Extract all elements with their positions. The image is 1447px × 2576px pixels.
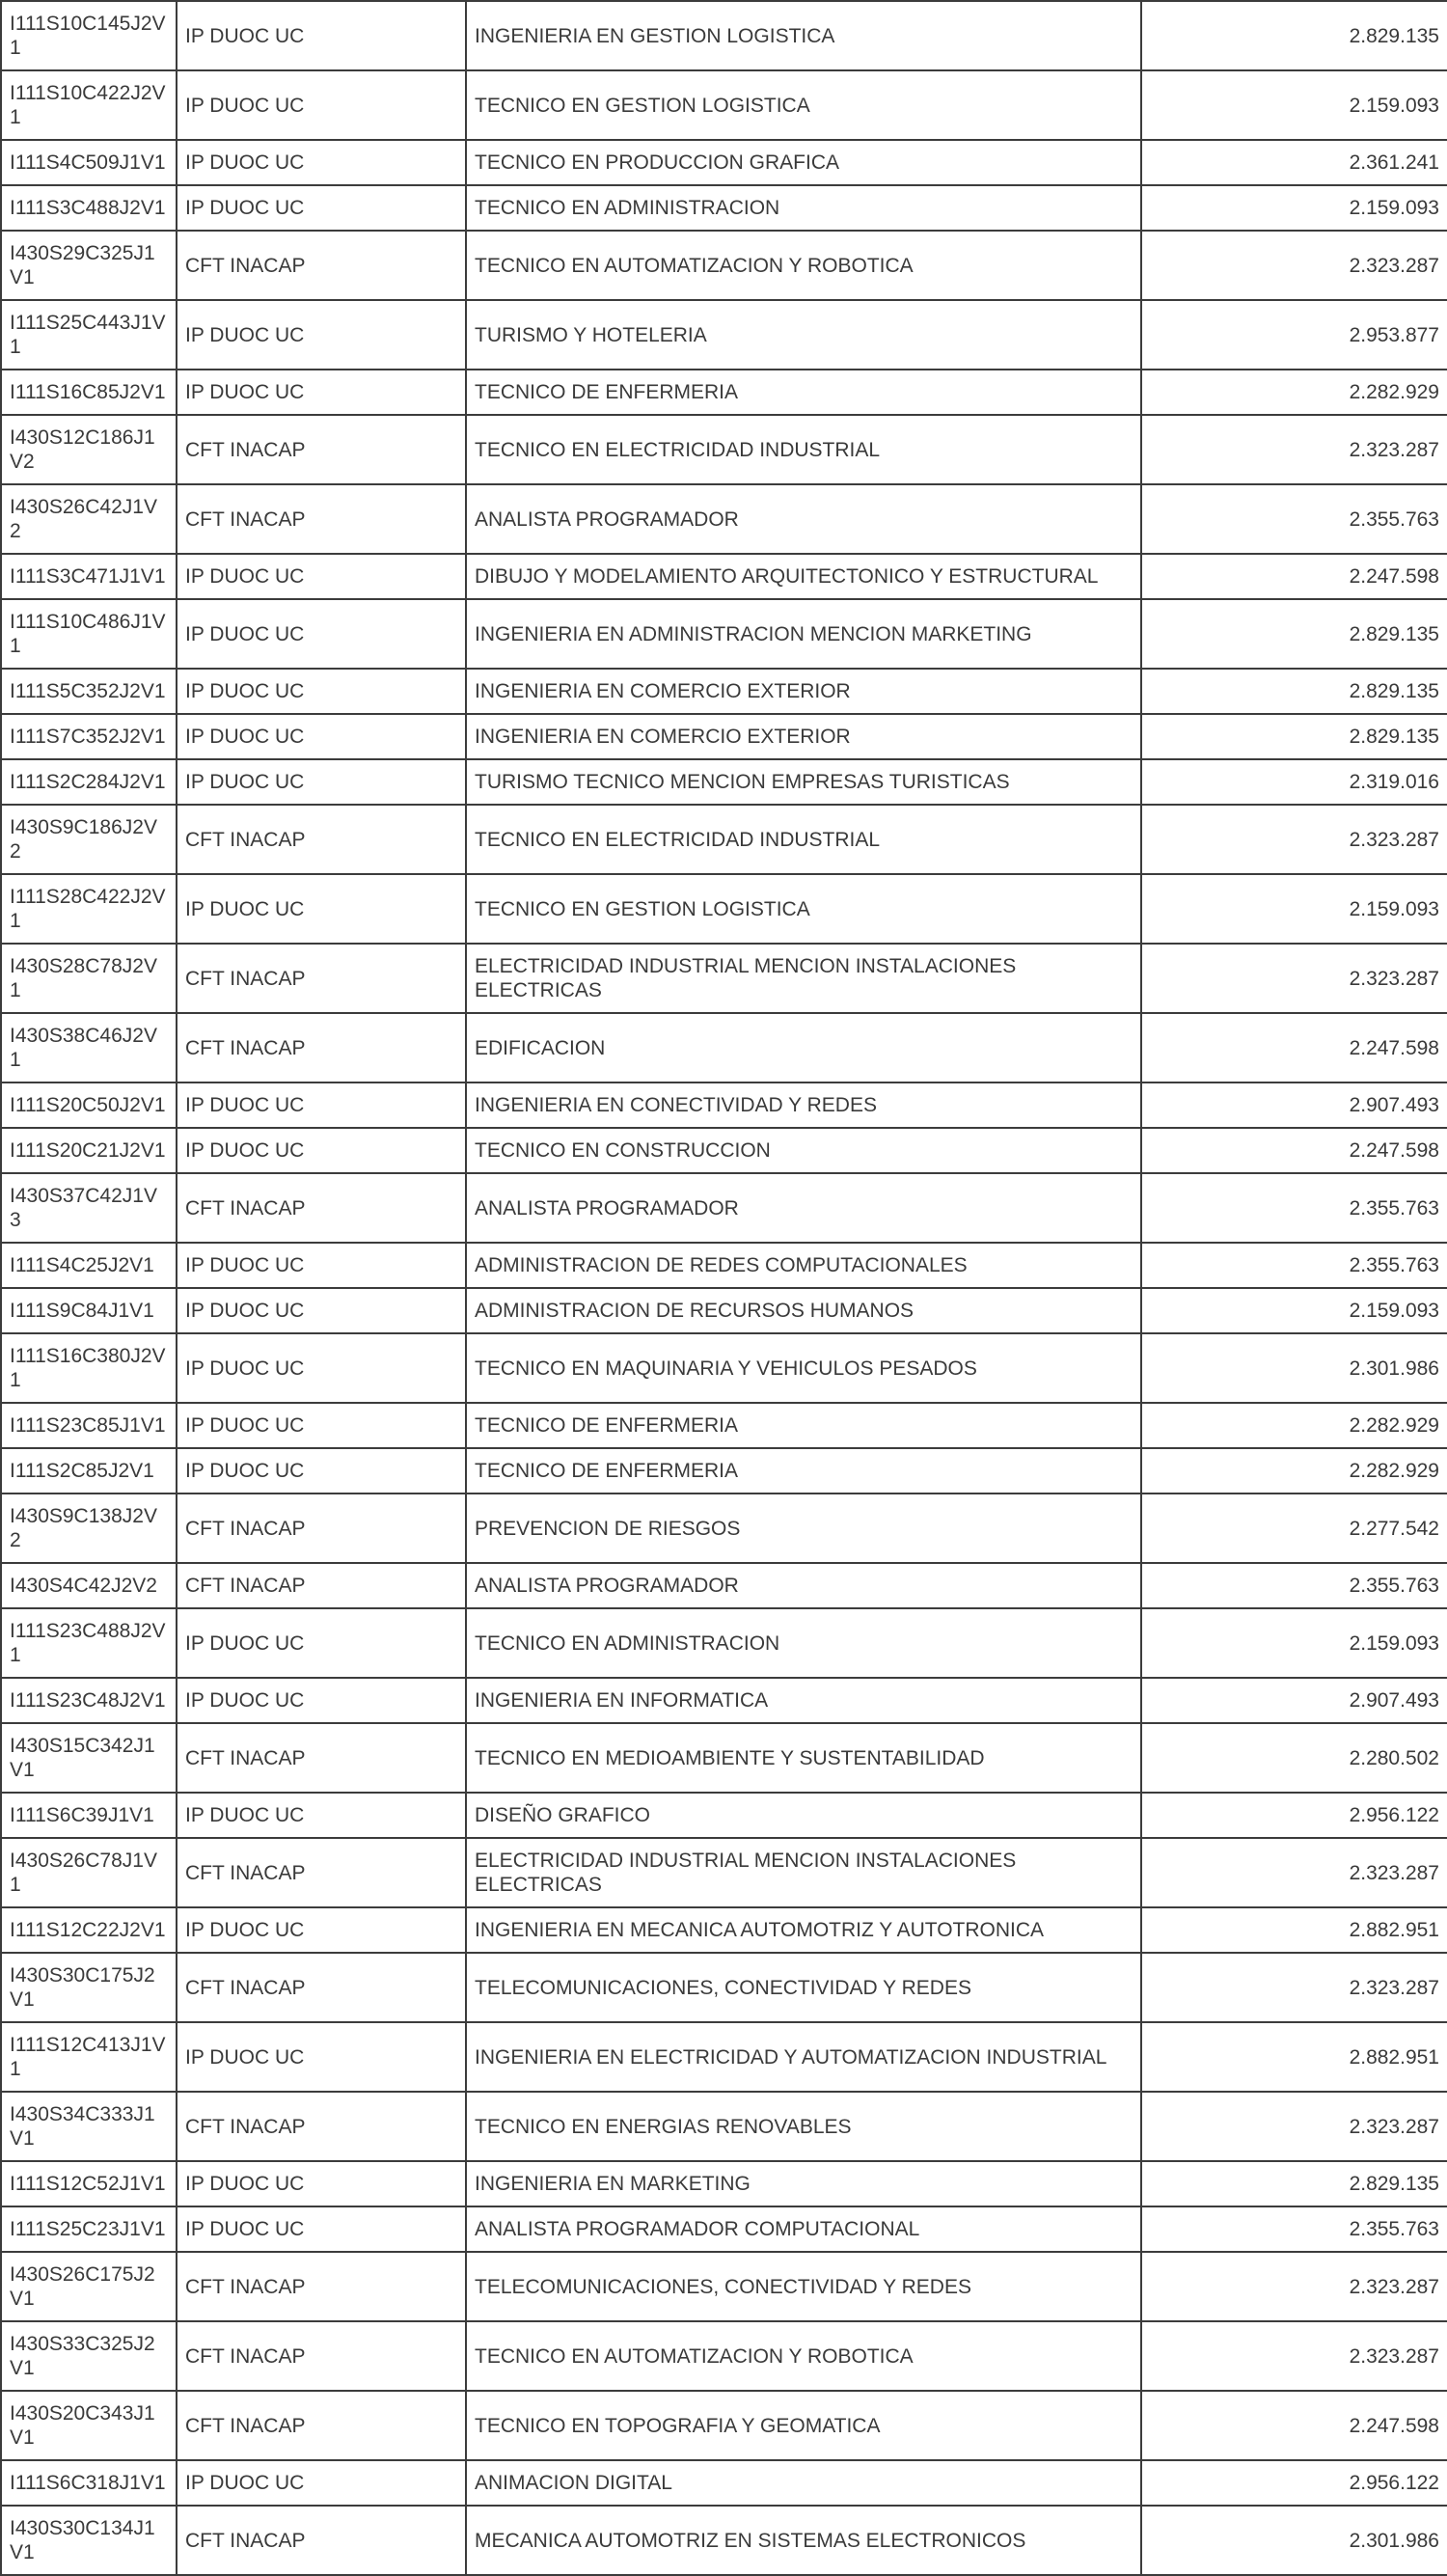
institution-cell: CFT INACAP (177, 944, 466, 1013)
annual-value-cell: 2.829.135 (1141, 2161, 1447, 2206)
annual-value-cell: 2.953.877 (1141, 300, 1447, 370)
program-code-cell: I430S4C42J2V2 (1, 1563, 177, 1608)
annual-value-cell: 2.355.763 (1141, 1173, 1447, 1243)
program-code-cell: I430S34C333J1V1 (1, 2092, 177, 2161)
institution-cell: IP DUOC UC (177, 370, 466, 415)
institution-cell: IP DUOC UC (177, 599, 466, 669)
program-name-cell: TECNICO EN ENERGIAS RENOVABLES (466, 2092, 1141, 2161)
table-row (1, 1838, 1447, 1907)
program-name-cell: TECNICO EN AUTOMATIZACION Y ROBOTICA (466, 2321, 1141, 2391)
annual-value-cell: 2.247.598 (1141, 1013, 1447, 1082)
program-code-cell: I430S33C325J2V1 (1, 2321, 177, 2391)
table-row (1, 944, 1447, 1013)
program-name-cell: ADMINISTRACION DE REDES COMPUTACIONALES (466, 1243, 1141, 1288)
table-row (1, 2092, 1447, 2161)
program-name-cell: TECNICO EN MAQUINARIA Y VEHICULOS PESADOS (466, 1333, 1141, 1403)
institution-cell: CFT INACAP (177, 1838, 466, 1907)
annual-value-cell: 2.355.763 (1141, 2206, 1447, 2252)
annual-value-cell: 2.361.241 (1141, 140, 1447, 185)
annual-value-cell: 2.323.287 (1141, 2252, 1447, 2321)
program-name-cell: TURISMO TECNICO MENCION EMPRESAS TURISTICAS (466, 759, 1141, 805)
program-code-cell: I430S28C78J2V1 (1, 944, 177, 1013)
table-row (1, 874, 1447, 944)
program-name-cell: TURISMO Y HOTELERIA (466, 300, 1141, 370)
institution-cell: IP DUOC UC (177, 759, 466, 805)
program-name-cell: INGENIERIA EN COMERCIO EXTERIOR (466, 669, 1141, 714)
program-fee-table-body (1, 1, 1447, 2575)
table-row (1, 370, 1447, 415)
table-row (1, 669, 1447, 714)
institution-cell: IP DUOC UC (177, 554, 466, 599)
program-name-cell: DIBUJO Y MODELAMIENTO ARQUITECTONICO Y ESTRUCTURAL (466, 554, 1141, 599)
table-row (1, 2252, 1447, 2321)
program-code-cell: I430S30C175J2V1 (1, 1953, 177, 2022)
institution-cell: IP DUOC UC (177, 2022, 466, 2092)
table-row (1, 2161, 1447, 2206)
program-code-cell: I111S23C48J2V1 (1, 1678, 177, 1723)
annual-value-cell: 2.829.135 (1141, 669, 1447, 714)
program-name-cell: INGENIERIA EN INFORMATICA (466, 1678, 1141, 1723)
program-name-cell: TECNICO EN GESTION LOGISTICA (466, 874, 1141, 944)
institution-cell: IP DUOC UC (177, 2206, 466, 2252)
annual-value-cell: 2.829.135 (1141, 599, 1447, 669)
program-name-cell: TECNICO DE ENFERMERIA (466, 1448, 1141, 1494)
program-name-cell: ANALISTA PROGRAMADOR COMPUTACIONAL (466, 2206, 1141, 2252)
table-row (1, 1082, 1447, 1128)
program-code-cell: I111S7C352J2V1 (1, 714, 177, 759)
table-row (1, 1723, 1447, 1793)
program-code-cell: I111S2C284J2V1 (1, 759, 177, 805)
annual-value-cell: 2.323.287 (1141, 1953, 1447, 2022)
institution-cell: CFT INACAP (177, 2092, 466, 2161)
program-name-cell: ANALISTA PROGRAMADOR (466, 484, 1141, 554)
annual-value-cell: 2.323.287 (1141, 2092, 1447, 2161)
institution-cell: CFT INACAP (177, 1953, 466, 2022)
table-row (1, 70, 1447, 140)
program-code-cell: I430S26C175J2V1 (1, 2252, 177, 2321)
annual-value-cell: 2.829.135 (1141, 1, 1447, 70)
institution-cell: IP DUOC UC (177, 300, 466, 370)
table-row (1, 1563, 1447, 1608)
institution-cell: CFT INACAP (177, 2506, 466, 2575)
program-name-cell: TECNICO EN PRODUCCION GRAFICA (466, 140, 1141, 185)
annual-value-cell: 2.277.542 (1141, 1494, 1447, 1563)
program-code-cell: I430S38C46J2V1 (1, 1013, 177, 1082)
table-row (1, 1448, 1447, 1494)
table-row (1, 185, 1447, 231)
program-name-cell: TECNICO EN CONSTRUCCION (466, 1128, 1141, 1173)
table-row (1, 1608, 1447, 1678)
program-name-cell: MECANICA AUTOMOTRIZ EN SISTEMAS ELECTRONICOS (466, 2506, 1141, 2575)
table-row (1, 484, 1447, 554)
program-name-cell: INGENIERIA EN MARKETING (466, 2161, 1141, 2206)
table-row (1, 1793, 1447, 1838)
institution-cell: IP DUOC UC (177, 1, 466, 70)
program-code-cell: I111S3C488J2V1 (1, 185, 177, 231)
program-code-cell: I111S3C471J1V1 (1, 554, 177, 599)
annual-value-cell: 2.323.287 (1141, 231, 1447, 300)
institution-cell: IP DUOC UC (177, 1128, 466, 1173)
institution-cell: IP DUOC UC (177, 2460, 466, 2506)
program-code-cell: I111S20C21J2V1 (1, 1128, 177, 1173)
program-name-cell: ANIMACION DIGITAL (466, 2460, 1141, 2506)
program-name-cell: ANALISTA PROGRAMADOR (466, 1173, 1141, 1243)
annual-value-cell: 2.319.016 (1141, 759, 1447, 805)
program-code-cell: I111S5C352J2V1 (1, 669, 177, 714)
program-name-cell: INGENIERIA EN COMERCIO EXTERIOR (466, 714, 1141, 759)
annual-value-cell: 2.159.093 (1141, 185, 1447, 231)
annual-value-cell: 2.247.598 (1141, 1128, 1447, 1173)
table-row (1, 1678, 1447, 1723)
program-code-cell: I430S15C342J1V1 (1, 1723, 177, 1793)
annual-value-cell: 2.159.093 (1141, 1288, 1447, 1333)
program-code-cell: I111S10C486J1V1 (1, 599, 177, 669)
institution-cell: IP DUOC UC (177, 1333, 466, 1403)
program-code-cell: I111S20C50J2V1 (1, 1082, 177, 1128)
program-code-cell: I430S26C78J1V1 (1, 1838, 177, 1907)
program-code-cell: I111S10C145J2V1 (1, 1, 177, 70)
annual-value-cell: 2.882.951 (1141, 2022, 1447, 2092)
annual-value-cell: 2.247.598 (1141, 2391, 1447, 2460)
program-code-cell: I111S6C318J1V1 (1, 2460, 177, 2506)
program-code-cell: I111S12C52J1V1 (1, 2161, 177, 2206)
program-name-cell: TECNICO DE ENFERMERIA (466, 1403, 1141, 1448)
program-code-cell: I430S29C325J1V1 (1, 231, 177, 300)
program-name-cell: INGENIERIA EN GESTION LOGISTICA (466, 1, 1141, 70)
annual-value-cell: 2.282.929 (1141, 1448, 1447, 1494)
program-code-cell: I111S9C84J1V1 (1, 1288, 177, 1333)
institution-cell: IP DUOC UC (177, 1907, 466, 1953)
program-name-cell: ELECTRICIDAD INDUSTRIAL MENCION INSTALACIONES ELECTRICAS (466, 1838, 1141, 1907)
table-row (1, 1, 1447, 70)
program-name-cell: INGENIERIA EN CONECTIVIDAD Y REDES (466, 1082, 1141, 1128)
program-code-cell: I430S37C42J1V3 (1, 1173, 177, 1243)
annual-value-cell: 2.907.493 (1141, 1678, 1447, 1723)
table-row (1, 1494, 1447, 1563)
table-row (1, 1333, 1447, 1403)
program-code-cell: I111S16C85J2V1 (1, 370, 177, 415)
program-name-cell: TECNICO EN GESTION LOGISTICA (466, 70, 1141, 140)
institution-cell: CFT INACAP (177, 2252, 466, 2321)
table-row (1, 231, 1447, 300)
table-row (1, 2460, 1447, 2506)
program-name-cell: TECNICO EN ADMINISTRACION (466, 185, 1141, 231)
table-row (1, 140, 1447, 185)
program-code-cell: I430S9C186J2V2 (1, 805, 177, 874)
program-code-cell: I111S2C85J2V1 (1, 1448, 177, 1494)
annual-value-cell: 2.301.986 (1141, 1333, 1447, 1403)
program-name-cell: TECNICO EN MEDIOAMBIENTE Y SUSTENTABILIDAD (466, 1723, 1141, 1793)
program-code-cell: I430S30C134J1V1 (1, 2506, 177, 2575)
table-row (1, 2022, 1447, 2092)
institution-cell: IP DUOC UC (177, 714, 466, 759)
table-row (1, 1173, 1447, 1243)
institution-cell: CFT INACAP (177, 805, 466, 874)
table-row (1, 1907, 1447, 1953)
annual-value-cell: 2.355.763 (1141, 1563, 1447, 1608)
annual-value-cell: 2.956.122 (1141, 1793, 1447, 1838)
program-code-cell: I111S12C413J1V1 (1, 2022, 177, 2092)
institution-cell: IP DUOC UC (177, 1082, 466, 1128)
institution-cell: CFT INACAP (177, 1013, 466, 1082)
program-name-cell: ADMINISTRACION DE RECURSOS HUMANOS (466, 1288, 1141, 1333)
annual-value-cell: 2.907.493 (1141, 1082, 1447, 1128)
institution-cell: IP DUOC UC (177, 1448, 466, 1494)
program-name-cell: PREVENCION DE RIESGOS (466, 1494, 1141, 1563)
program-code-cell: I430S9C138J2V2 (1, 1494, 177, 1563)
annual-value-cell: 2.355.763 (1141, 1243, 1447, 1288)
program-name-cell: ELECTRICIDAD INDUSTRIAL MENCION INSTALACIONES ELECTRICAS (466, 944, 1141, 1013)
annual-value-cell: 2.282.929 (1141, 1403, 1447, 1448)
program-name-cell: TECNICO EN ADMINISTRACION (466, 1608, 1141, 1678)
program-code-cell: I111S25C443J1V1 (1, 300, 177, 370)
table-row (1, 415, 1447, 484)
table-row (1, 1288, 1447, 1333)
program-name-cell: DISEÑO GRAFICO (466, 1793, 1141, 1838)
program-code-cell: I111S12C22J2V1 (1, 1907, 177, 1953)
table-row (1, 300, 1447, 370)
institution-cell: IP DUOC UC (177, 185, 466, 231)
institution-cell: CFT INACAP (177, 1173, 466, 1243)
institution-cell: IP DUOC UC (177, 1243, 466, 1288)
annual-value-cell: 2.159.093 (1141, 874, 1447, 944)
institution-cell: CFT INACAP (177, 415, 466, 484)
program-name-cell: INGENIERIA EN ADMINISTRACION MENCION MARKETING (466, 599, 1141, 669)
program-name-cell: TECNICO EN AUTOMATIZACION Y ROBOTICA (466, 231, 1141, 300)
institution-cell: CFT INACAP (177, 484, 466, 554)
program-name-cell: TELECOMUNICACIONES, CONECTIVIDAD Y REDES (466, 2252, 1141, 2321)
institution-cell: IP DUOC UC (177, 1678, 466, 1723)
program-code-cell: I430S20C343J1V1 (1, 2391, 177, 2460)
table-row (1, 554, 1447, 599)
program-name-cell: TECNICO EN ELECTRICIDAD INDUSTRIAL (466, 805, 1141, 874)
annual-value-cell: 2.882.951 (1141, 1907, 1447, 1953)
annual-value-cell: 2.159.093 (1141, 70, 1447, 140)
annual-value-cell: 2.829.135 (1141, 714, 1447, 759)
program-name-cell: EDIFICACION (466, 1013, 1141, 1082)
table-row (1, 2321, 1447, 2391)
annual-value-cell: 2.323.287 (1141, 2321, 1447, 2391)
annual-value-cell: 2.323.287 (1141, 805, 1447, 874)
annual-value-cell: 2.323.287 (1141, 944, 1447, 1013)
institution-cell: CFT INACAP (177, 1494, 466, 1563)
table-row (1, 599, 1447, 669)
annual-value-cell: 2.323.287 (1141, 1838, 1447, 1907)
program-name-cell: TECNICO EN ELECTRICIDAD INDUSTRIAL (466, 415, 1141, 484)
table-row (1, 805, 1447, 874)
program-code-cell: I111S10C422J2V1 (1, 70, 177, 140)
table-row (1, 1403, 1447, 1448)
annual-value-cell: 2.282.929 (1141, 370, 1447, 415)
institution-cell: IP DUOC UC (177, 1793, 466, 1838)
institution-cell: IP DUOC UC (177, 874, 466, 944)
annual-value-cell: 2.280.502 (1141, 1723, 1447, 1793)
program-code-cell: I111S4C25J2V1 (1, 1243, 177, 1288)
table-row (1, 1013, 1447, 1082)
institution-cell: CFT INACAP (177, 1563, 466, 1608)
program-name-cell: TELECOMUNICACIONES, CONECTIVIDAD Y REDES (466, 1953, 1141, 2022)
table-row (1, 759, 1447, 805)
table-row (1, 714, 1447, 759)
annual-value-cell: 2.159.093 (1141, 1608, 1447, 1678)
table-row (1, 1128, 1447, 1173)
program-name-cell: INGENIERIA EN MECANICA AUTOMOTRIZ Y AUTOTRONICA (466, 1907, 1141, 1953)
annual-value-cell: 2.301.986 (1141, 2506, 1447, 2575)
institution-cell: IP DUOC UC (177, 140, 466, 185)
institution-cell: CFT INACAP (177, 2391, 466, 2460)
program-name-cell: TECNICO DE ENFERMERIA (466, 370, 1141, 415)
annual-value-cell: 2.323.287 (1141, 415, 1447, 484)
institution-cell: CFT INACAP (177, 231, 466, 300)
institution-cell: IP DUOC UC (177, 1403, 466, 1448)
program-code-cell: I111S16C380J2V1 (1, 1333, 177, 1403)
table-row (1, 1953, 1447, 2022)
program-code-cell: I430S12C186J1V2 (1, 415, 177, 484)
annual-value-cell: 2.247.598 (1141, 554, 1447, 599)
institution-cell: CFT INACAP (177, 2321, 466, 2391)
program-code-cell: I111S28C422J2V1 (1, 874, 177, 944)
program-code-cell: I111S6C39J1V1 (1, 1793, 177, 1838)
annual-value-cell: 2.956.122 (1141, 2460, 1447, 2506)
institution-cell: IP DUOC UC (177, 70, 466, 140)
program-code-cell: I111S23C85J1V1 (1, 1403, 177, 1448)
program-code-cell: I111S4C509J1V1 (1, 140, 177, 185)
table-row (1, 2391, 1447, 2460)
program-code-cell: I430S26C42J1V2 (1, 484, 177, 554)
program-code-cell: I111S25C23J1V1 (1, 2206, 177, 2252)
institution-cell: IP DUOC UC (177, 1288, 466, 1333)
program-name-cell: ANALISTA PROGRAMADOR (466, 1563, 1141, 1608)
table-row (1, 2506, 1447, 2575)
annual-value-cell: 2.355.763 (1141, 484, 1447, 554)
table-row (1, 1243, 1447, 1288)
institution-cell: CFT INACAP (177, 1723, 466, 1793)
program-name-cell: INGENIERIA EN ELECTRICIDAD Y AUTOMATIZACION INDUSTRIAL (466, 2022, 1141, 2092)
institution-cell: IP DUOC UC (177, 2161, 466, 2206)
program-name-cell: TECNICO EN TOPOGRAFIA Y GEOMATICA (466, 2391, 1141, 2460)
table-row (1, 2206, 1447, 2252)
program-code-cell: I111S23C488J2V1 (1, 1608, 177, 1678)
institution-cell: IP DUOC UC (177, 1608, 466, 1678)
institution-cell: IP DUOC UC (177, 669, 466, 714)
